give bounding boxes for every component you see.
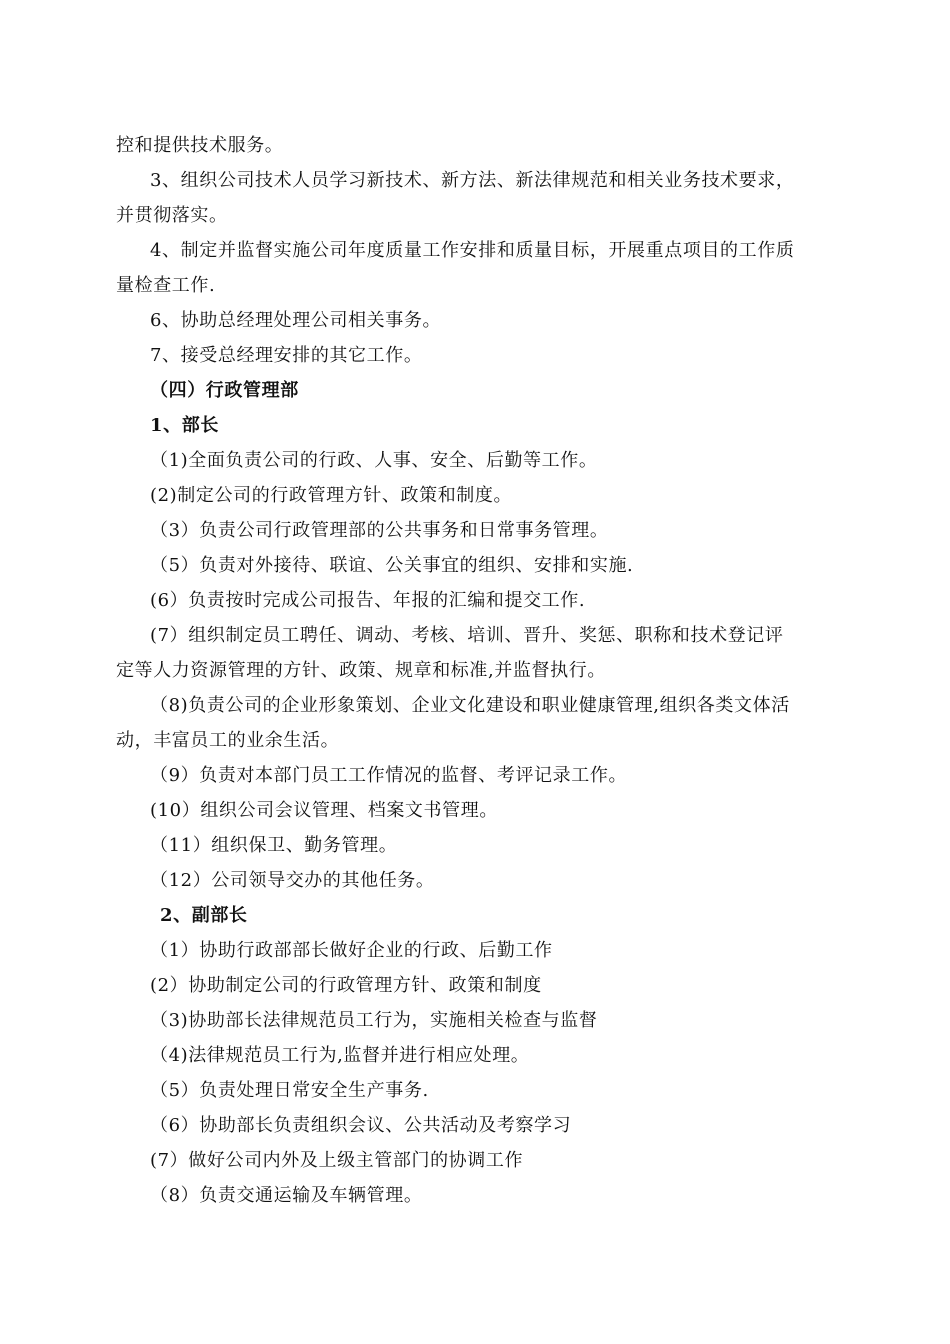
- paragraph-line: 7、接受总经理安排的其它工作。: [150, 345, 423, 366]
- list-item-continuation: 定等人力资源管理的方针、政策、规章和标准,并监督执行。: [116, 660, 606, 681]
- list-item: （5）负责对外接待、联谊、公关事宜的组织、安排和实施.: [150, 555, 634, 576]
- section-heading: （四）行政管理部: [150, 380, 299, 401]
- paragraph-line: 控和提供技术服务。: [116, 135, 284, 156]
- list-item: （1）协助行政部部长做好企业的行政、后勤工作: [150, 940, 553, 961]
- list-item: （1)全面负责公司的行政、人事、安全、后勤等工作。: [150, 450, 598, 471]
- list-item: （9）负责对本部门员工工作情况的监督、考评记录工作。: [150, 765, 628, 786]
- list-item: (2）协助制定公司的行政管理方针、政策和制度: [150, 975, 542, 996]
- list-item: （12）公司领导交办的其他任务。: [150, 870, 435, 891]
- list-item: （8）负责交通运输及车辆管理。: [150, 1185, 423, 1206]
- paragraph-line: 3、组织公司技术人员学习新技术、新方法、新法律规范和相关业务技术要求，: [150, 170, 795, 191]
- paragraph-line: 6、协助总经理处理公司相关事务。: [150, 310, 442, 331]
- list-item: （11）组织保卫、勤务管理。: [150, 835, 398, 856]
- list-item: (7）组织制定员工聘任、调动、考核、培训、晋升、奖惩、职称和技术登记评: [150, 625, 784, 646]
- list-item: （4)法律规范员工行为,监督并进行相应处理。: [150, 1045, 530, 1066]
- list-item: （3）负责公司行政管理部的公共事务和日常事务管理。: [150, 520, 609, 541]
- list-item-continuation: 动，丰富员工的业余生活。: [116, 730, 340, 751]
- list-item: (6）负责按时完成公司报告、年报的汇编和提交工作.: [150, 590, 586, 611]
- list-item: （5）负责处理日常安全生产事务.: [150, 1080, 429, 1101]
- list-item: （3)协助部长法律规范员工行为，实施相关检查与监督: [150, 1010, 598, 1031]
- paragraph-line: 量检查工作.: [116, 275, 216, 296]
- subsection-heading: 1、部长: [150, 415, 219, 436]
- subsection-heading: 2、副部长: [160, 905, 248, 926]
- paragraph-line: 4、制定并监督实施公司年度质量工作安排和质量目标，开展重点项目的工作质: [150, 240, 795, 261]
- list-item: (2)制定公司的行政管理方针、政策和制度。: [150, 485, 513, 506]
- list-item: （6）协助部长负责组织会议、公共活动及考察学习: [150, 1115, 572, 1136]
- list-item: （8)负责公司的企业形象策划、企业文化建设和职业健康管理,组织各类文体活: [150, 695, 790, 716]
- paragraph-line: 并贯彻落实。: [116, 205, 228, 226]
- list-item: (10）组织公司会议管理、档案文书管理。: [150, 800, 498, 821]
- list-item: (7）做好公司内外及上级主管部门的协调工作: [150, 1150, 524, 1171]
